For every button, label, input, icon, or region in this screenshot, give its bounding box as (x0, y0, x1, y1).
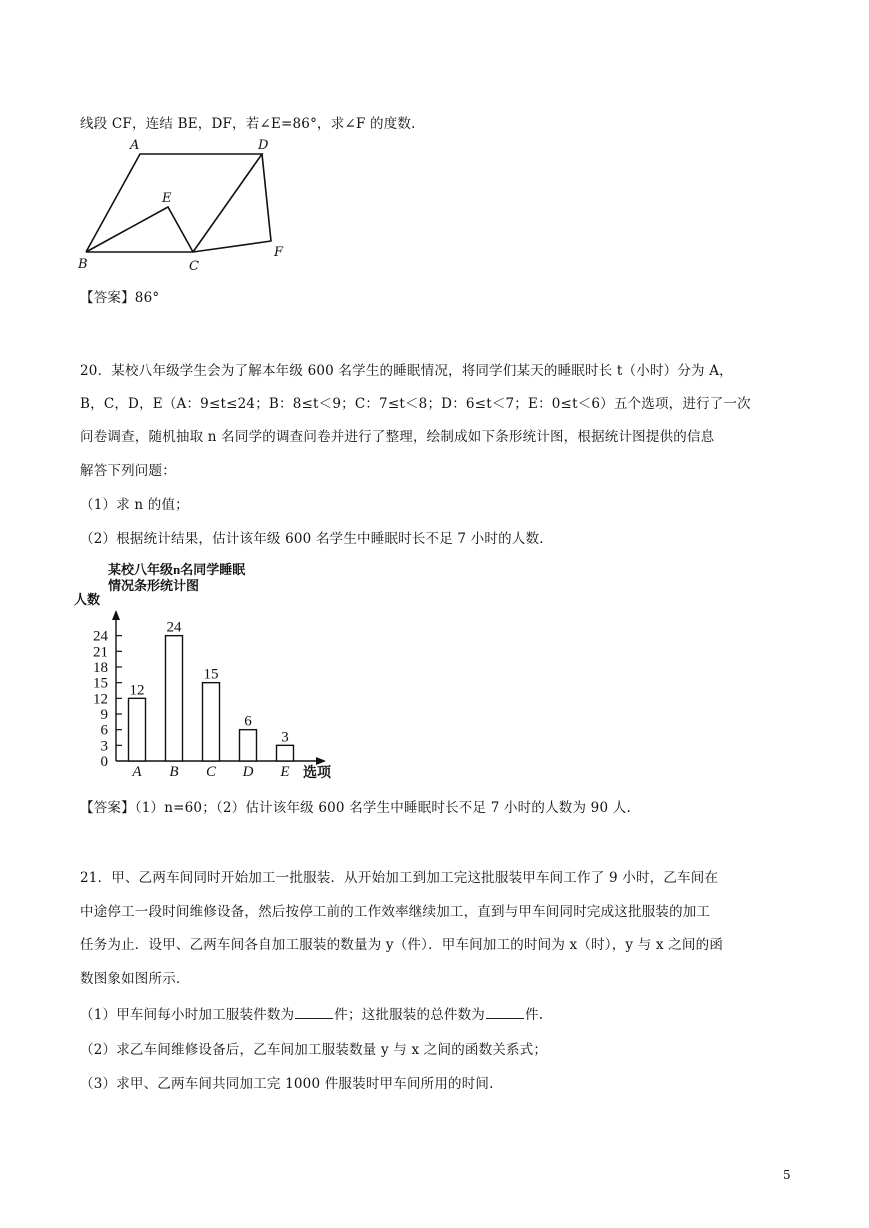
sleep-bar-chart (66, 558, 366, 786)
bar-E (277, 745, 294, 761)
q21-line1: 21．甲、乙两车间同时开始加工一批服装．从开始加工到加工完这批服装甲车间工作了 9 小时，乙车间在 (80, 870, 719, 886)
q21-sub2: （2）求乙车间维修设备后，乙车间加工服装数量 y 与 x 之间的函数关系式； (80, 1042, 548, 1058)
answer-blank-1[interactable] (295, 1006, 333, 1019)
q21-sub1 (80, 1003, 543, 1023)
bar-C (203, 683, 220, 761)
y-tick-label: 24 (93, 628, 108, 645)
q20-sub1: （1）求 n 的值； (80, 497, 189, 513)
q20-line1: 20．某校八年级学生会为了解本年级 600 名学生的睡眠情况，将同学们某天的睡眠时长 t（小时）分为 A， (80, 363, 733, 379)
answer-blank-2[interactable] (486, 1006, 524, 1019)
q20-line2: B，C，D，E（A：9≤t≤24；B：8≤t＜9；C：7≤t＜8；D：6≤t＜7；E：0≤t＜6）五个选项，进行了一次 (80, 396, 751, 412)
label-a: A (130, 138, 140, 153)
x-tick-label: B (169, 764, 179, 780)
x-tick-label: A (132, 764, 142, 780)
label-c: C (189, 259, 199, 274)
bar-value-label: 6 (244, 713, 252, 730)
bar-value-label: 3 (281, 729, 289, 746)
y-tick-label: 0 (100, 754, 108, 770)
y-tick-label: 3 (100, 738, 108, 755)
label-b: B (78, 257, 88, 272)
q21-line3: 任务为止．设甲、乙两车间各自加工服装的数量为 y（件）．甲车间加工的时间为 x（时），y 与 x 之间的函 (80, 937, 724, 953)
y-tick-label: 6 (100, 722, 108, 739)
bar-B (166, 636, 183, 761)
q19-text: 线段 CF，连结 BE，DF，若∠E=86°，求∠F 的度数. (80, 116, 416, 132)
q21-line4: 数图象如图所示． (80, 971, 190, 987)
bar-value-label: 24 (166, 619, 182, 636)
chart-title-line1: 某校八年级n名同学睡眠 (108, 562, 246, 577)
q21-sub1-part-a: （1）甲车间每小时加工服装件数为 (80, 1007, 295, 1023)
q20-answer: 【答案】（1）n=60；（2）估计该年级 600 名学生中睡眠时长不足 7 小时的人数为 90 人. (80, 800, 631, 816)
x-tick-label: C (205, 764, 217, 780)
bar-D (240, 730, 257, 761)
bar-value-label: 12 (129, 682, 145, 699)
bar-A (129, 698, 146, 761)
y-tick-label: 12 (93, 691, 108, 708)
chart-ylabel: 人数 (74, 592, 101, 607)
x-axis-label: 选项 (303, 766, 331, 781)
y-tick-label: 18 (93, 660, 108, 676)
x-tick-label: D (242, 764, 254, 780)
q20-line3: 问卷调查，随机抽取 n 名同学的调查问卷并进行了整理，绘制成如下条形统计图，根据统计图提供的信息 (80, 429, 715, 445)
q19-geometry-figure (72, 134, 292, 274)
y-tick-label: 21 (93, 644, 108, 661)
chart-title-line2: 情况条形统计图 (108, 578, 200, 593)
label-f: F (274, 245, 284, 260)
q20-line4: 解答下列问题： (80, 463, 176, 479)
q21-sub3: （3）求甲、乙两车间共同加工完 1000 件服装时甲车间所用的时间. (80, 1076, 494, 1092)
y-tick-label: 15 (93, 675, 108, 692)
y-tick-label: 9 (100, 707, 108, 723)
q21-line2: 中途停工一段时间维修设备，然后按停工前的工作效率继续加工，直到与甲车间同时完成这批服装的加工 (80, 904, 711, 920)
page-number: 5 (783, 1168, 791, 1182)
q20-sub2: （2）根据统计结果，估计该年级 600 名学生中睡眠时长不足 7 小时的人数. (80, 531, 544, 547)
q19-answer: 【答案】86° (80, 290, 160, 306)
label-d: D (258, 138, 269, 153)
y-axis-arrow (112, 610, 120, 620)
x-axis-arrow (316, 757, 326, 765)
label-e: E (162, 191, 172, 206)
q21-sub1-part-c: 件. (525, 1007, 544, 1023)
bar-value-label: 15 (203, 666, 219, 683)
q21-sub1-part-b: 件；这批服装的总件数为 (334, 1007, 485, 1023)
x-tick-label: E (280, 764, 290, 780)
